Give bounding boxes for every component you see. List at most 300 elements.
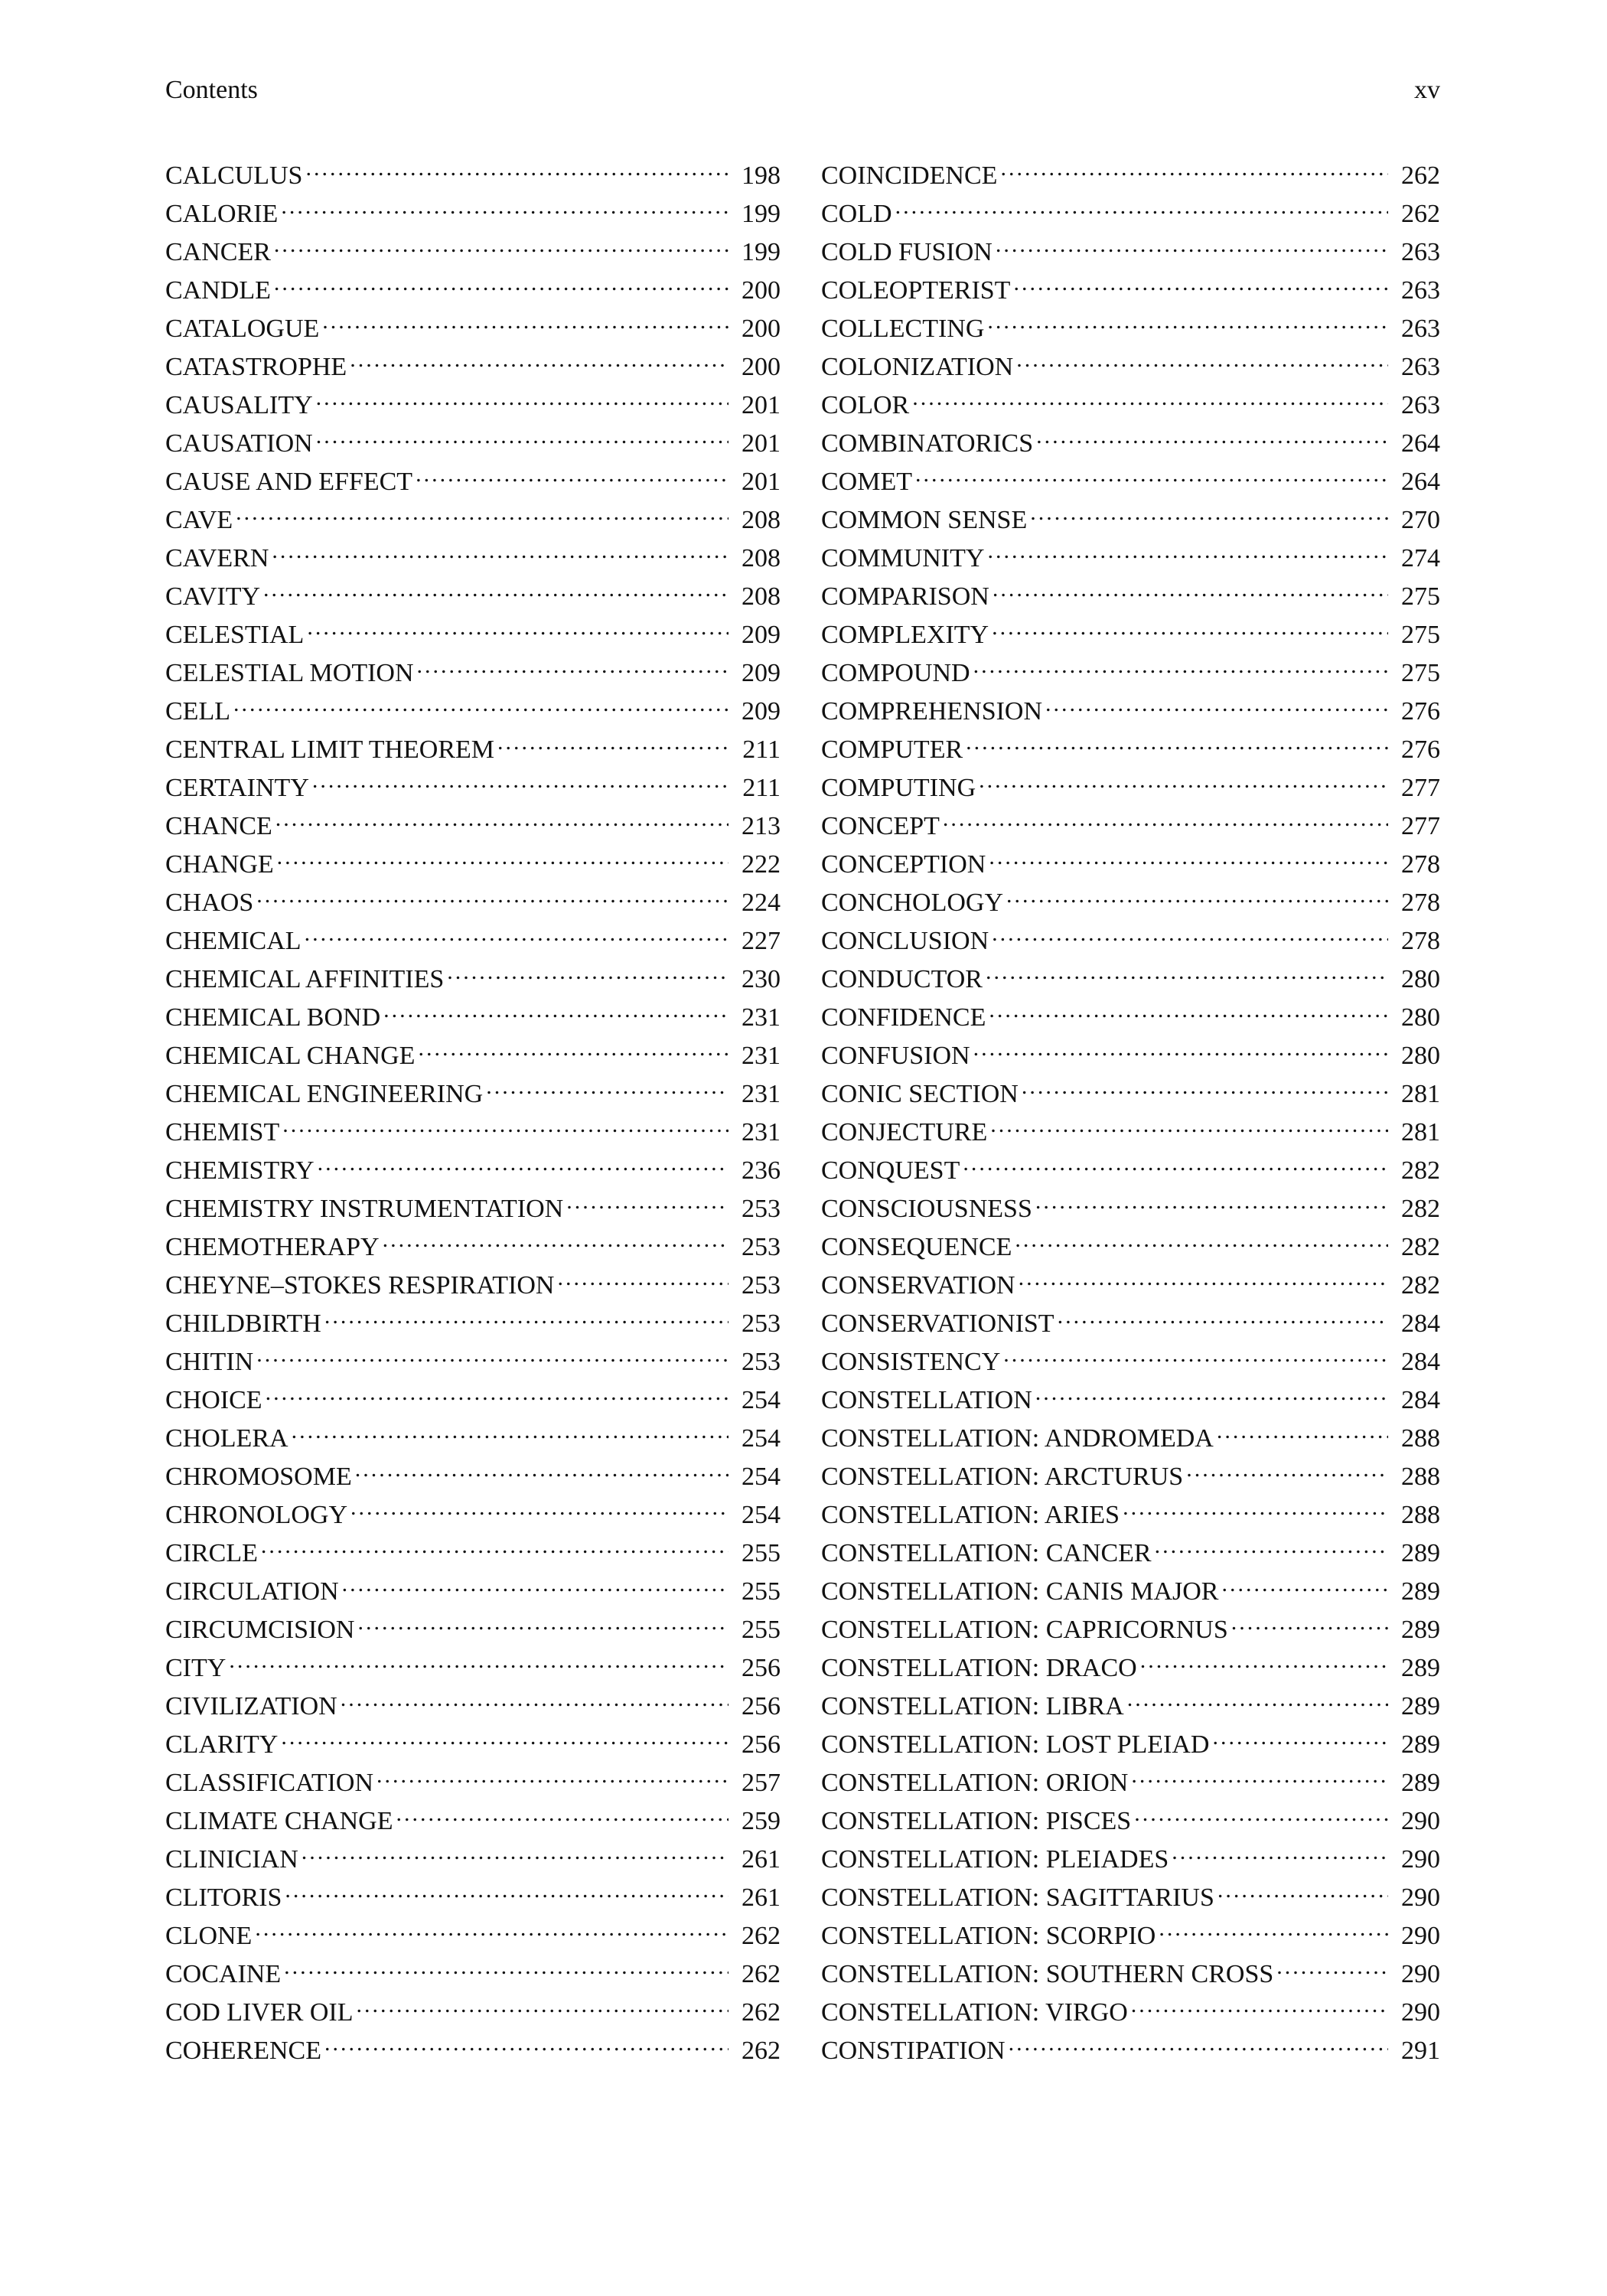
toc-entry-label: CHOLERA <box>165 1424 288 1453</box>
toc-entry-label: CONSERVATIONIST <box>821 1309 1054 1338</box>
dot-leader <box>895 184 1388 222</box>
toc-entry-label: CONSISTENCY <box>821 1348 1001 1376</box>
toc-column-right <box>821 145 1440 2065</box>
toc-entry-page: 281 <box>1401 1118 1440 1146</box>
toc-entry-page: 201 <box>742 391 781 419</box>
dot-leader <box>282 1102 729 1140</box>
dot-leader <box>324 2020 729 2059</box>
dot-leader <box>1030 490 1388 528</box>
toc-entry-page: 264 <box>1401 429 1440 458</box>
toc-entry-page: 208 <box>742 506 781 534</box>
dot-leader <box>1016 337 1388 375</box>
toc-entry-label: COLD FUSION <box>821 238 993 266</box>
toc-entry-page: 255 <box>742 1577 781 1606</box>
toc-entry-page: 254 <box>742 1501 781 1529</box>
dot-leader <box>1003 1332 1388 1370</box>
toc-entry-label: COMPARISON <box>821 582 989 611</box>
toc-entry-label: CONFUSION <box>821 1042 970 1070</box>
dot-leader <box>316 413 729 452</box>
toc-entry-label: CENTRAL LIMIT THEOREM <box>165 735 495 764</box>
dot-leader <box>1131 1753 1388 1791</box>
dot-leader <box>912 375 1388 413</box>
toc-entry-page: 282 <box>1401 1271 1440 1300</box>
toc-entry-page: 209 <box>742 659 781 687</box>
toc-entry-page: 199 <box>742 238 781 266</box>
toc-entry-label: CONSEQUENCE <box>821 1233 1012 1261</box>
dot-leader <box>284 1944 729 1982</box>
toc-entry-page: 255 <box>742 1616 781 1644</box>
toc-entry-page: 208 <box>742 544 781 572</box>
toc-entry-label: CLASSIFICATION <box>165 1769 374 1797</box>
toc-entry-label: CHEMISTRY <box>165 1156 315 1185</box>
dot-leader <box>274 222 729 260</box>
toc-entry-page: 262 <box>742 1998 781 2027</box>
toc-entry-page: 227 <box>742 927 781 955</box>
toc-entry-label: CANDLE <box>165 276 271 305</box>
toc-entry-label: CIVILIZATION <box>165 1692 337 1720</box>
toc-entry-page: 263 <box>1401 238 1440 266</box>
dot-leader <box>285 1867 729 1906</box>
toc-entry-page: 209 <box>742 697 781 726</box>
toc-entry-label: CONIC SECTION <box>821 1080 1019 1108</box>
dot-leader <box>376 1753 729 1791</box>
toc-entry-page: 199 <box>742 200 781 228</box>
toc-entry-label: COMPREHENSION <box>821 697 1043 726</box>
toc-entry-label: CHEMICAL ENGINEERING <box>165 1080 484 1108</box>
toc-entry-label: CHEMISTRY INSTRUMENTATION <box>165 1195 564 1223</box>
dot-leader <box>342 1561 729 1600</box>
toc-entry-page: 262 <box>742 2037 781 2065</box>
toc-entry-page: 222 <box>742 850 781 879</box>
dot-leader <box>966 719 1388 758</box>
toc-entry-page: 263 <box>1401 353 1440 381</box>
toc-entry-label: COMMUNITY <box>821 544 985 572</box>
toc-entry-page: 230 <box>742 965 781 993</box>
toc-entry-label: COINCIDENCE <box>821 161 998 190</box>
toc-entry-page: 289 <box>1401 1692 1440 1720</box>
dot-leader <box>416 452 729 490</box>
toc-entry[interactable] <box>165 145 781 190</box>
dot-leader <box>274 260 729 298</box>
toc-entry-page: 291 <box>1401 2037 1440 2065</box>
toc-entry-page: 288 <box>1401 1501 1440 1529</box>
toc-entry-label: CLIMATE CHANGE <box>165 1807 393 1835</box>
toc-entry-label: CONCLUSION <box>821 927 989 955</box>
toc-entry-label: COLLECTING <box>821 315 985 343</box>
toc-entry-label: CONSTIPATION <box>821 2037 1006 2065</box>
dot-leader <box>275 796 729 834</box>
dot-leader <box>979 758 1388 796</box>
toc-entry-label: CONCHOLOGY <box>821 889 1003 917</box>
dot-leader <box>1058 1293 1388 1332</box>
toc-entry-page: 231 <box>742 1118 781 1146</box>
dot-leader <box>1035 1179 1388 1217</box>
toc-entry-page: 255 <box>742 1539 781 1567</box>
dot-leader <box>497 719 729 758</box>
toc-entry-label: CHANCE <box>165 812 272 840</box>
toc-entry-page: 201 <box>742 468 781 496</box>
toc-entry[interactable] <box>165 1370 781 1414</box>
toc-entry-label: CONCEPTION <box>821 850 986 879</box>
toc-entry-page: 275 <box>1401 659 1440 687</box>
toc-entry-page: 280 <box>1401 965 1440 993</box>
toc-entry-label: CELL <box>165 697 230 726</box>
toc-entry-page: 275 <box>1401 621 1440 649</box>
toc-entry-page: 290 <box>1401 1922 1440 1950</box>
dot-leader <box>943 796 1388 834</box>
toc-entry[interactable] <box>821 413 1440 458</box>
toc-entry-label: CONSTELLATION: ANDROMEDA <box>821 1424 1214 1453</box>
dot-leader <box>1155 1523 1388 1561</box>
toc-entry-page: 275 <box>1401 582 1440 611</box>
toc-entry[interactable] <box>165 1944 781 1988</box>
dot-leader <box>418 1026 729 1064</box>
toc-entry-page: 282 <box>1401 1195 1440 1223</box>
toc-entry-page: 284 <box>1401 1348 1440 1376</box>
toc-entry-label: CELESTIAL <box>165 621 305 649</box>
toc-entry-label: COLD <box>821 200 892 228</box>
toc-entry[interactable] <box>821 222 1440 266</box>
dot-leader <box>357 1600 729 1638</box>
dot-leader <box>1217 1867 1388 1906</box>
toc-entry-page: 262 <box>1401 200 1440 228</box>
dot-leader <box>383 1217 729 1255</box>
dot-leader <box>316 375 729 413</box>
toc-entry-label: CELESTIAL MOTION <box>165 659 414 687</box>
toc-entry-page: 290 <box>1401 1883 1440 1912</box>
toc-entry-label: CHEMICAL BOND <box>165 1003 381 1032</box>
toc-entry-page: 277 <box>1401 774 1440 802</box>
toc-entry-page: 290 <box>1401 1998 1440 2027</box>
dot-leader <box>305 145 729 184</box>
toc-entry-label: CLONE <box>165 1922 253 1950</box>
toc-entry-page: 263 <box>1401 276 1440 305</box>
toc-entry-label: CANCER <box>165 238 271 266</box>
toc-entry-label: CONFIDENCE <box>821 1003 986 1032</box>
toc-entry-label: CHEMOTHERAPY <box>165 1233 380 1261</box>
toc-entry-page: 282 <box>1401 1156 1440 1185</box>
dot-leader <box>318 1140 729 1179</box>
dot-leader <box>302 1829 729 1867</box>
toc-entry-label: CONSTELLATION: DRACO <box>821 1654 1137 1682</box>
toc-entry-page: 253 <box>742 1195 781 1223</box>
toc-entry-page: 282 <box>1401 1233 1440 1261</box>
toc-entry-label: CONSTELLATION: PLEIADES <box>821 1845 1169 1874</box>
dot-leader <box>1022 1064 1388 1102</box>
toc-entry-page: 289 <box>1401 1654 1440 1682</box>
toc-entry-label: CONSTELLATION: SOUTHERN CROSS <box>821 1960 1274 1988</box>
dot-leader <box>256 872 729 911</box>
toc-entry-page: 280 <box>1401 1042 1440 1070</box>
toc-entry-page: 213 <box>742 812 781 840</box>
toc-entry-page: 289 <box>1401 1577 1440 1606</box>
toc-entry-label: CONSERVATION <box>821 1271 1015 1300</box>
dot-leader <box>383 987 729 1026</box>
toc-entry[interactable] <box>821 145 1440 190</box>
toc-entry-page: 253 <box>742 1271 781 1300</box>
toc-entry-page: 276 <box>1401 735 1440 764</box>
toc-entry[interactable] <box>165 911 781 955</box>
dot-leader <box>996 222 1388 260</box>
toc-entry-label: CAUSATION <box>165 429 313 458</box>
toc-entry-label: COHERENCE <box>165 2037 321 2065</box>
toc-entry-page: 211 <box>742 735 781 764</box>
toc-entry[interactable] <box>821 184 1440 228</box>
dot-leader <box>1186 1446 1388 1485</box>
dot-leader <box>256 1332 729 1370</box>
toc-entry-page: 224 <box>742 889 781 917</box>
dot-leader <box>987 528 1388 566</box>
toc-entry-label: CONSTELLATION: PISCES <box>821 1807 1132 1835</box>
dot-leader <box>1006 872 1388 911</box>
toc-entry-page: 288 <box>1401 1424 1440 1453</box>
toc-entry-label: CAVERN <box>165 544 269 572</box>
toc-entry-page: 198 <box>742 161 781 190</box>
toc-entry-page: 263 <box>1401 315 1440 343</box>
toc-entry-label: CAVITY <box>165 582 261 611</box>
dot-leader <box>1221 1561 1388 1600</box>
dot-leader <box>1045 681 1388 719</box>
dot-leader <box>992 605 1388 643</box>
dot-leader <box>989 834 1388 872</box>
toc-entry-label: CALCULUS <box>165 161 303 190</box>
toc-entry-label: CAVE <box>165 506 233 534</box>
toc-entry-label: CIRCLE <box>165 1539 258 1567</box>
toc-entry[interactable] <box>165 872 781 917</box>
toc-entry-page: 274 <box>1401 544 1440 572</box>
toc-entry-page: 253 <box>742 1233 781 1261</box>
dot-leader <box>1172 1829 1388 1867</box>
toc-entry-page: 200 <box>742 315 781 343</box>
toc-entry-page: 253 <box>742 1348 781 1376</box>
toc-entry-label: CONSTELLATION: CANIS MAJOR <box>821 1577 1219 1606</box>
toc-entry-label: COMBINATORICS <box>821 429 1034 458</box>
dot-leader <box>1013 260 1388 298</box>
toc-entry-label: CONSTELLATION: ORION <box>821 1769 1129 1797</box>
toc-entry-label: CHEMIST <box>165 1118 280 1146</box>
toc-entry-page: 278 <box>1401 889 1440 917</box>
toc-entry-label: CONSTELLATION: SCORPIO <box>821 1922 1156 1950</box>
toc-entry-label: CITY <box>165 1654 227 1682</box>
toc-entry-label: COCAINE <box>165 1960 282 1988</box>
toc-entry-label: CIRCULATION <box>165 1577 339 1606</box>
toc-entry-label: CONSTELLATION: LIBRA <box>821 1692 1124 1720</box>
toc-entry-page: 259 <box>742 1807 781 1835</box>
dot-leader <box>566 1179 729 1217</box>
toc-entry-label: CERTAINTY <box>165 774 309 802</box>
toc-entry-label: CHAOS <box>165 889 254 917</box>
dot-leader <box>312 758 729 796</box>
toc-entry-label: CONJECTURE <box>821 1118 988 1146</box>
dot-leader <box>292 1408 729 1446</box>
dot-leader <box>236 490 729 528</box>
toc-entry-label: CHITIN <box>165 1348 254 1376</box>
toc-entry-label: COMET <box>821 468 912 496</box>
toc-entry-page: 231 <box>742 1080 781 1108</box>
toc-entry-page: 200 <box>742 353 781 381</box>
toc-entry[interactable] <box>821 490 1440 534</box>
dot-leader <box>255 1906 729 1944</box>
toc-entry-page: 290 <box>1401 1960 1440 1988</box>
toc-entry-label: CONSTELLATION: ARCTURUS <box>821 1463 1184 1491</box>
dot-leader <box>1123 1485 1388 1523</box>
dot-leader <box>990 1102 1388 1140</box>
dot-leader <box>272 528 729 566</box>
toc-entry-page: 276 <box>1401 697 1440 726</box>
toc-entry-label: COLONIZATION <box>821 353 1014 381</box>
toc-entry-label: COLOR <box>821 391 910 419</box>
toc-entry-label: CONQUEST <box>821 1156 960 1185</box>
dot-leader <box>1035 1370 1388 1408</box>
toc-entry-label: CHEMICAL CHANGE <box>165 1042 416 1070</box>
page-header <box>165 71 1440 109</box>
toc-entry-page: 254 <box>742 1424 781 1453</box>
toc-entry-label: CAUSALITY <box>165 391 313 419</box>
dot-leader <box>993 566 1388 605</box>
dot-leader <box>1134 1791 1388 1829</box>
toc-entry-label: CIRCUMCISION <box>165 1616 355 1644</box>
toc-entry[interactable] <box>165 1906 781 1950</box>
toc-entry-page: 231 <box>742 1042 781 1070</box>
dot-leader <box>1019 1255 1388 1293</box>
dot-leader <box>1127 1676 1388 1714</box>
dot-leader <box>281 1714 729 1753</box>
dot-leader <box>324 1293 729 1332</box>
dot-leader <box>261 1523 729 1561</box>
toc-entry-page: 262 <box>742 1922 781 1950</box>
toc-entry-page: 254 <box>742 1386 781 1414</box>
dot-leader <box>307 605 729 643</box>
toc-entry-page: 289 <box>1401 1769 1440 1797</box>
toc-entry-label: CONSTELLATION <box>821 1386 1032 1414</box>
toc-entry-label: COMPUTER <box>821 735 963 764</box>
toc-entry-page: 290 <box>1401 1845 1440 1874</box>
toc-entry[interactable] <box>165 1676 781 1720</box>
toc-entry-page: 270 <box>1401 506 1440 534</box>
toc-entry-page: 278 <box>1401 850 1440 879</box>
dot-leader <box>1140 1638 1388 1676</box>
toc-entry-page: 290 <box>1401 1807 1440 1835</box>
toc-entry-page: 256 <box>742 1730 781 1759</box>
toc-entry[interactable] <box>165 528 781 572</box>
toc-entry[interactable] <box>165 1638 781 1682</box>
toc-entry-page: 231 <box>742 1003 781 1032</box>
dot-leader <box>992 911 1388 949</box>
toc-entry-page: 211 <box>742 774 781 802</box>
toc-entry-page: 288 <box>1401 1463 1440 1491</box>
dot-leader <box>557 1255 729 1293</box>
toc-entry-page: 284 <box>1401 1386 1440 1414</box>
dot-leader <box>229 1638 729 1676</box>
toc-entry-label: CHEMICAL AFFINITIES <box>165 965 445 993</box>
toc-entry-label: CHRONOLOGY <box>165 1501 347 1529</box>
toc-entry-label: COMPOUND <box>821 659 970 687</box>
toc-entry-page: 209 <box>742 621 781 649</box>
toc-entry-label: COMPUTING <box>821 774 976 802</box>
toc-entry-label: CLITORIS <box>165 1883 282 1912</box>
toc-entry[interactable] <box>821 375 1440 419</box>
dot-leader <box>973 643 1388 681</box>
toc-entry-label: CONSTELLATION: SAGITTARIUS <box>821 1883 1214 1912</box>
toc-entry-page: 257 <box>742 1769 781 1797</box>
dot-leader <box>350 1485 729 1523</box>
dot-leader <box>1217 1408 1388 1446</box>
toc-entry-label: CHEMICAL <box>165 927 302 955</box>
toc-entry-page: 208 <box>742 582 781 611</box>
toc-entry-label: CHROMOSOME <box>165 1463 352 1491</box>
dot-leader <box>417 643 729 681</box>
dot-leader <box>263 566 729 605</box>
toc-entry-page: 236 <box>742 1156 781 1185</box>
toc-entry-page: 284 <box>1401 1309 1440 1338</box>
dot-leader <box>486 1064 729 1102</box>
toc-entry[interactable] <box>165 681 781 726</box>
toc-entry-label: CONSTELLATION: ARIES <box>821 1501 1120 1529</box>
dot-leader <box>396 1791 729 1829</box>
toc-entry-label: CATASTROPHE <box>165 353 347 381</box>
toc-column-left <box>165 145 781 2065</box>
dot-leader <box>1000 145 1388 184</box>
dot-leader <box>973 1026 1388 1064</box>
dot-leader <box>1212 1714 1388 1753</box>
toc-entry-label: CONCEPT <box>821 812 940 840</box>
toc-entry-label: CATALOGUE <box>165 315 320 343</box>
dot-leader <box>1159 1906 1388 1944</box>
toc-entry-page: 256 <box>742 1654 781 1682</box>
dot-leader <box>277 834 729 872</box>
dot-leader <box>963 1140 1388 1179</box>
toc-entry-label: CONSTELLATION: LOST PLEIAD <box>821 1730 1210 1759</box>
toc-entry-page: 254 <box>742 1463 781 1491</box>
toc-entry-page: 201 <box>742 429 781 458</box>
toc-entry-label: COMPLEXITY <box>821 621 989 649</box>
toc-entry-label: COD LIVER OIL <box>165 1998 354 2027</box>
dot-leader <box>1009 2020 1388 2059</box>
toc-entry[interactable] <box>165 1332 781 1376</box>
toc-entry[interactable] <box>165 490 781 534</box>
toc-entry-page: 278 <box>1401 927 1440 955</box>
running-head-title: Contents <box>165 76 258 104</box>
dot-leader <box>357 1982 729 2020</box>
toc-entry-page: 289 <box>1401 1539 1440 1567</box>
toc-entry-label: CHOICE <box>165 1386 262 1414</box>
toc-entry-page: 253 <box>742 1309 781 1338</box>
page-number: xv <box>1414 76 1440 104</box>
toc-entry-label: CHILDBIRTH <box>165 1309 321 1338</box>
toc-entry-page: 277 <box>1401 812 1440 840</box>
toc-entry-page: 261 <box>742 1845 781 1874</box>
toc-entry-label: COMMON SENSE <box>821 506 1028 534</box>
toc-entry-page: 280 <box>1401 1003 1440 1032</box>
toc-entry[interactable] <box>165 719 781 764</box>
dot-leader <box>350 337 729 375</box>
toc-entry-page: 261 <box>742 1883 781 1912</box>
toc-entry-page: 256 <box>742 1692 781 1720</box>
dot-leader <box>341 1676 729 1714</box>
dot-leader <box>266 1370 729 1408</box>
toc-entry-label: CAUSE AND EFFECT <box>165 468 413 496</box>
toc-entry-page: 263 <box>1401 391 1440 419</box>
toc-entry-label: CONSTELLATION: VIRGO <box>821 1998 1128 2027</box>
toc-entry-label: CALORIE <box>165 200 279 228</box>
toc-entry-page: 262 <box>742 1960 781 1988</box>
toc-entry-label: CHANGE <box>165 850 274 879</box>
dot-leader <box>305 911 729 949</box>
toc-entry-page: 200 <box>742 276 781 305</box>
dot-leader <box>233 681 729 719</box>
toc-entry-label: CHEYNE–STOKES RESPIRATION <box>165 1271 555 1300</box>
dot-leader <box>322 298 729 337</box>
